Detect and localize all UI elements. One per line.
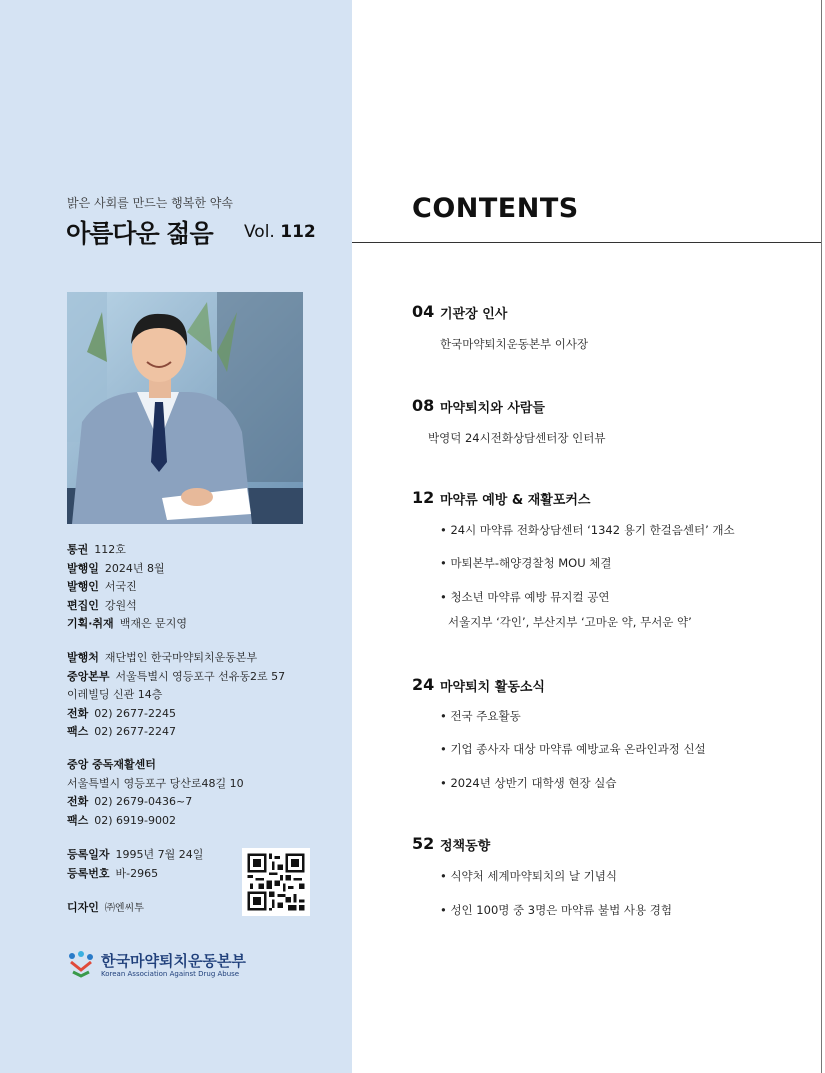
page-edge-line [821,0,822,1073]
toc-section-title: 마약류 예방 & 재활포커스 [440,493,591,508]
toc-section-title: 마약퇴치와 사람들 [440,401,545,416]
masthead-tagline: 밝은 사회를 만드는 행복한 약속 [67,196,233,210]
reg-number-value: 바-2965 [115,866,159,880]
center-fax-value: 02) 6919-9002 [94,813,177,827]
colophon-issue [67,541,187,560]
issuer-label: 발행처 [67,651,99,664]
chairman-photo [67,292,303,524]
toc-item: • 2024년 상반기 대학생 현장 실습 [440,776,617,790]
toc-page-number: 08 [412,396,435,415]
center-name [67,756,244,775]
toc-item: 한국마약퇴치운동본부 이사장 [440,337,589,351]
colophon-block-5 [67,899,144,919]
colophon-center-fax [67,812,244,831]
colophon-reg-number [67,865,203,884]
qr-code[interactable] [242,848,310,916]
toc-section-title: 정책동향 [440,839,491,854]
colophon-hq-fax [67,723,285,742]
toc-item: 박영덕 24시전화상담센터장 인터뷰 [428,431,606,445]
reg-date-value: 1995년 7월 24일 [115,848,204,861]
volume-prefix: Vol. [244,222,275,242]
toc-page-number: 04 [412,302,435,321]
hq-phone-value: 02) 2677-2245 [94,706,177,720]
logo-name-ko: 한국마약퇴치운동본부 [101,952,246,970]
hq-fax-label: 팩스 [67,725,89,738]
center-name-text: 중앙 중독재활센터 [67,758,156,771]
volume-number: 112 [280,222,316,242]
hq-label: 중앙본부 [67,669,110,683]
magazine-title: 아름다운 젊음 [66,219,213,248]
contents-divider [352,242,821,243]
toc-page-number: 12 [412,488,435,507]
toc-item: • 24시 마약류 전화상담센터 ‘1342 용기 한걸음센터’ 개소 [440,523,735,537]
colophon-hq-address-line2: 이레빌딩 신관 14층 [67,688,163,701]
colophon-block-4 [67,846,203,883]
colophon-planning [67,615,187,634]
toc-item-subline: 서울지부 ‘각인’, 부산지부 ‘고마운 약, 무서운 약’ [448,615,692,629]
hq-value: 서울특별시 영등포구 선유동2로 57 [115,669,286,683]
toc-page-number: 52 [412,834,435,853]
publisher-label: 발행인 [67,580,99,593]
toc-item: • 마퇴본부-해양경찰청 MOU 체결 [440,556,612,570]
contents-heading: CONTENTS [412,193,579,224]
toc-item: • 기업 종사자 대상 마약류 예방교육 온라인과정 신설 [440,742,706,756]
toc-page-number: 24 [412,675,435,694]
colophon-designer [67,899,144,919]
reg-date-label: 등록일자 [67,848,110,861]
toc-section-title: 기관장 인사 [440,307,508,322]
editor-label: 편집인 [67,598,99,612]
hq-phone-label: 전화 [67,706,89,720]
publisher-value: 서국진 [104,580,137,593]
published-label: 발행일 [67,561,99,575]
issue-label: 통권 [67,543,89,556]
toc-section-title: 마약퇴치 활동소식 [440,680,545,695]
colophon-center-phone [67,793,244,812]
editor-value: 강원석 [104,598,137,612]
volume-label [244,222,316,242]
issuer-value: 재단법인 한국마약퇴치운동본부 [104,651,258,664]
designer-label: 디자인 [67,901,99,914]
colophon-issuer [67,649,285,668]
center-phone-label: 전화 [67,795,89,808]
planning-label: 기획·취재 [67,617,114,630]
colophon-block-2 [67,649,285,742]
colophon-editor [67,597,187,616]
colophon-block-1 [67,541,187,634]
colophon-hq [67,668,285,687]
colophon-hq-phone [67,705,285,724]
colophon-block-3 [67,756,244,830]
published-value: 2024년 8월 [104,561,165,575]
colophon-published [67,560,187,579]
logo-name-en: Korean Association Against Drug Abuse [101,970,240,978]
toc-item: • 성인 100명 중 3명은 마약류 불법 사용 경험 [440,903,672,917]
colophon-reg-date [67,846,203,865]
reg-number-label: 등록번호 [67,866,110,880]
planning-value: 백재은 문지영 [119,617,187,630]
toc-item: • 청소년 마약류 예방 뮤지컬 공연 [440,590,610,604]
center-phone-value: 02) 2679-0436~7 [94,795,193,808]
designer-value: ㈜엔씨투 [104,903,144,914]
toc-item: • 식약처 세계마약퇴치의 날 기념식 [440,869,617,883]
logo-mark-icon [67,950,95,978]
organization-logo [67,950,246,982]
colophon-publisher [67,578,187,597]
center-address: 서울특별시 영등포구 당산로48길 10 [67,776,244,790]
hq-fax-value: 02) 2677-2247 [94,725,177,738]
center-fax-label: 팩스 [67,813,89,827]
toc-item: • 전국 주요활동 [440,709,521,723]
issue-value: 112호 [94,543,126,556]
